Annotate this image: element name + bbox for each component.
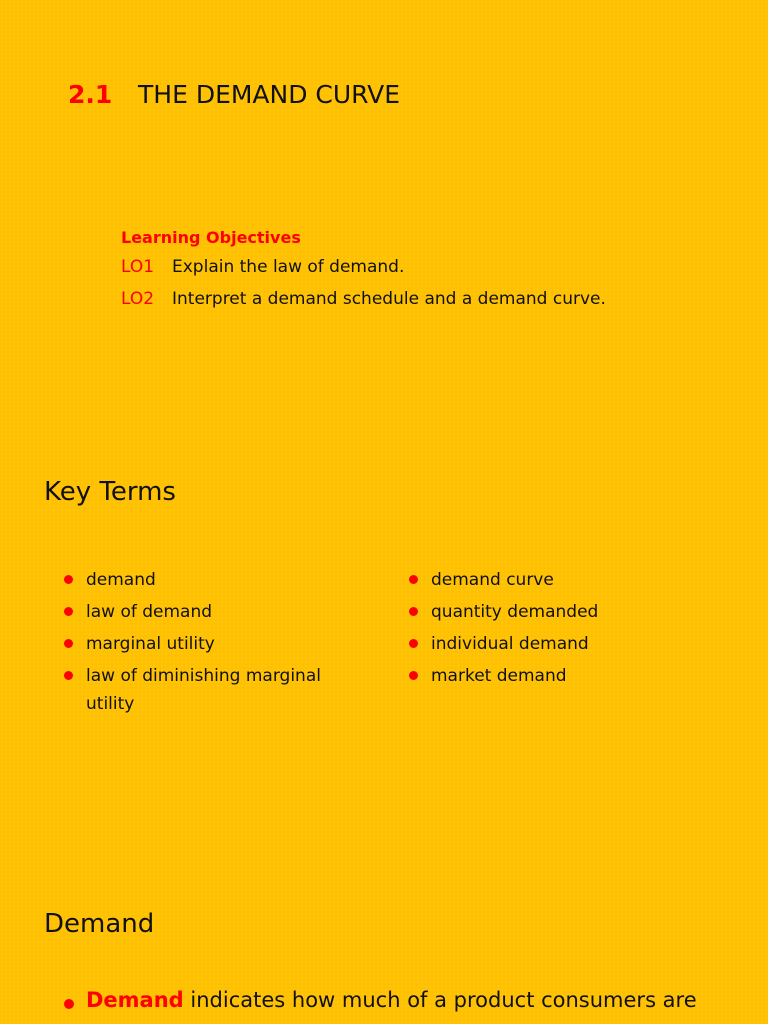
objective-text: Explain the law of demand.	[172, 257, 405, 277]
objective-item	[121, 288, 606, 310]
bullet-icon	[409, 639, 418, 648]
key-terms-heading: Key Terms	[44, 477, 176, 507]
section-title	[68, 80, 400, 109]
key-term-item	[407, 598, 737, 626]
objective-code: LO1	[121, 257, 155, 277]
key-term-text: quantity demanded	[431, 602, 599, 622]
section-title-text: THE DEMAND CURVE	[138, 80, 401, 109]
key-term-item	[62, 662, 362, 718]
bullet-icon	[64, 999, 74, 1009]
key-term-text: law of demand	[86, 602, 213, 622]
key-term-item	[407, 566, 737, 594]
key-terms-list-left	[62, 566, 362, 722]
key-term-item	[62, 598, 362, 626]
objective-code: LO2	[121, 289, 155, 309]
key-term-text: demand	[86, 570, 156, 590]
key-term-item	[407, 630, 737, 658]
demand-paragraph	[62, 988, 697, 1012]
bullet-icon	[64, 607, 73, 616]
section-number: 2.1	[68, 80, 113, 109]
bullet-icon	[64, 575, 73, 584]
key-term-text: individual demand	[431, 634, 589, 654]
demand-text: indicates how much of a product consumers are	[183, 988, 697, 1012]
key-term-item	[62, 630, 362, 658]
demand-term: Demand	[86, 988, 184, 1012]
objectives-heading: Learning Objectives	[121, 228, 301, 247]
bullet-icon	[64, 671, 73, 680]
demand-heading: Demand	[44, 909, 155, 939]
key-terms-list-right	[407, 566, 737, 694]
key-term-item	[62, 566, 362, 594]
bullet-icon	[409, 607, 418, 616]
objective-item	[121, 256, 606, 278]
key-term-text: law of diminishing marginal utility	[86, 666, 321, 714]
learning-objectives	[121, 228, 606, 320]
key-term-text: marginal utility	[86, 634, 215, 654]
key-term-text: market demand	[431, 666, 567, 686]
bullet-icon	[409, 671, 418, 680]
key-term-text: demand curve	[431, 570, 554, 590]
bullet-icon	[64, 639, 73, 648]
bullet-icon	[409, 575, 418, 584]
key-term-item	[407, 662, 737, 690]
objective-text: Interpret a demand schedule and a demand curve.	[172, 289, 606, 309]
